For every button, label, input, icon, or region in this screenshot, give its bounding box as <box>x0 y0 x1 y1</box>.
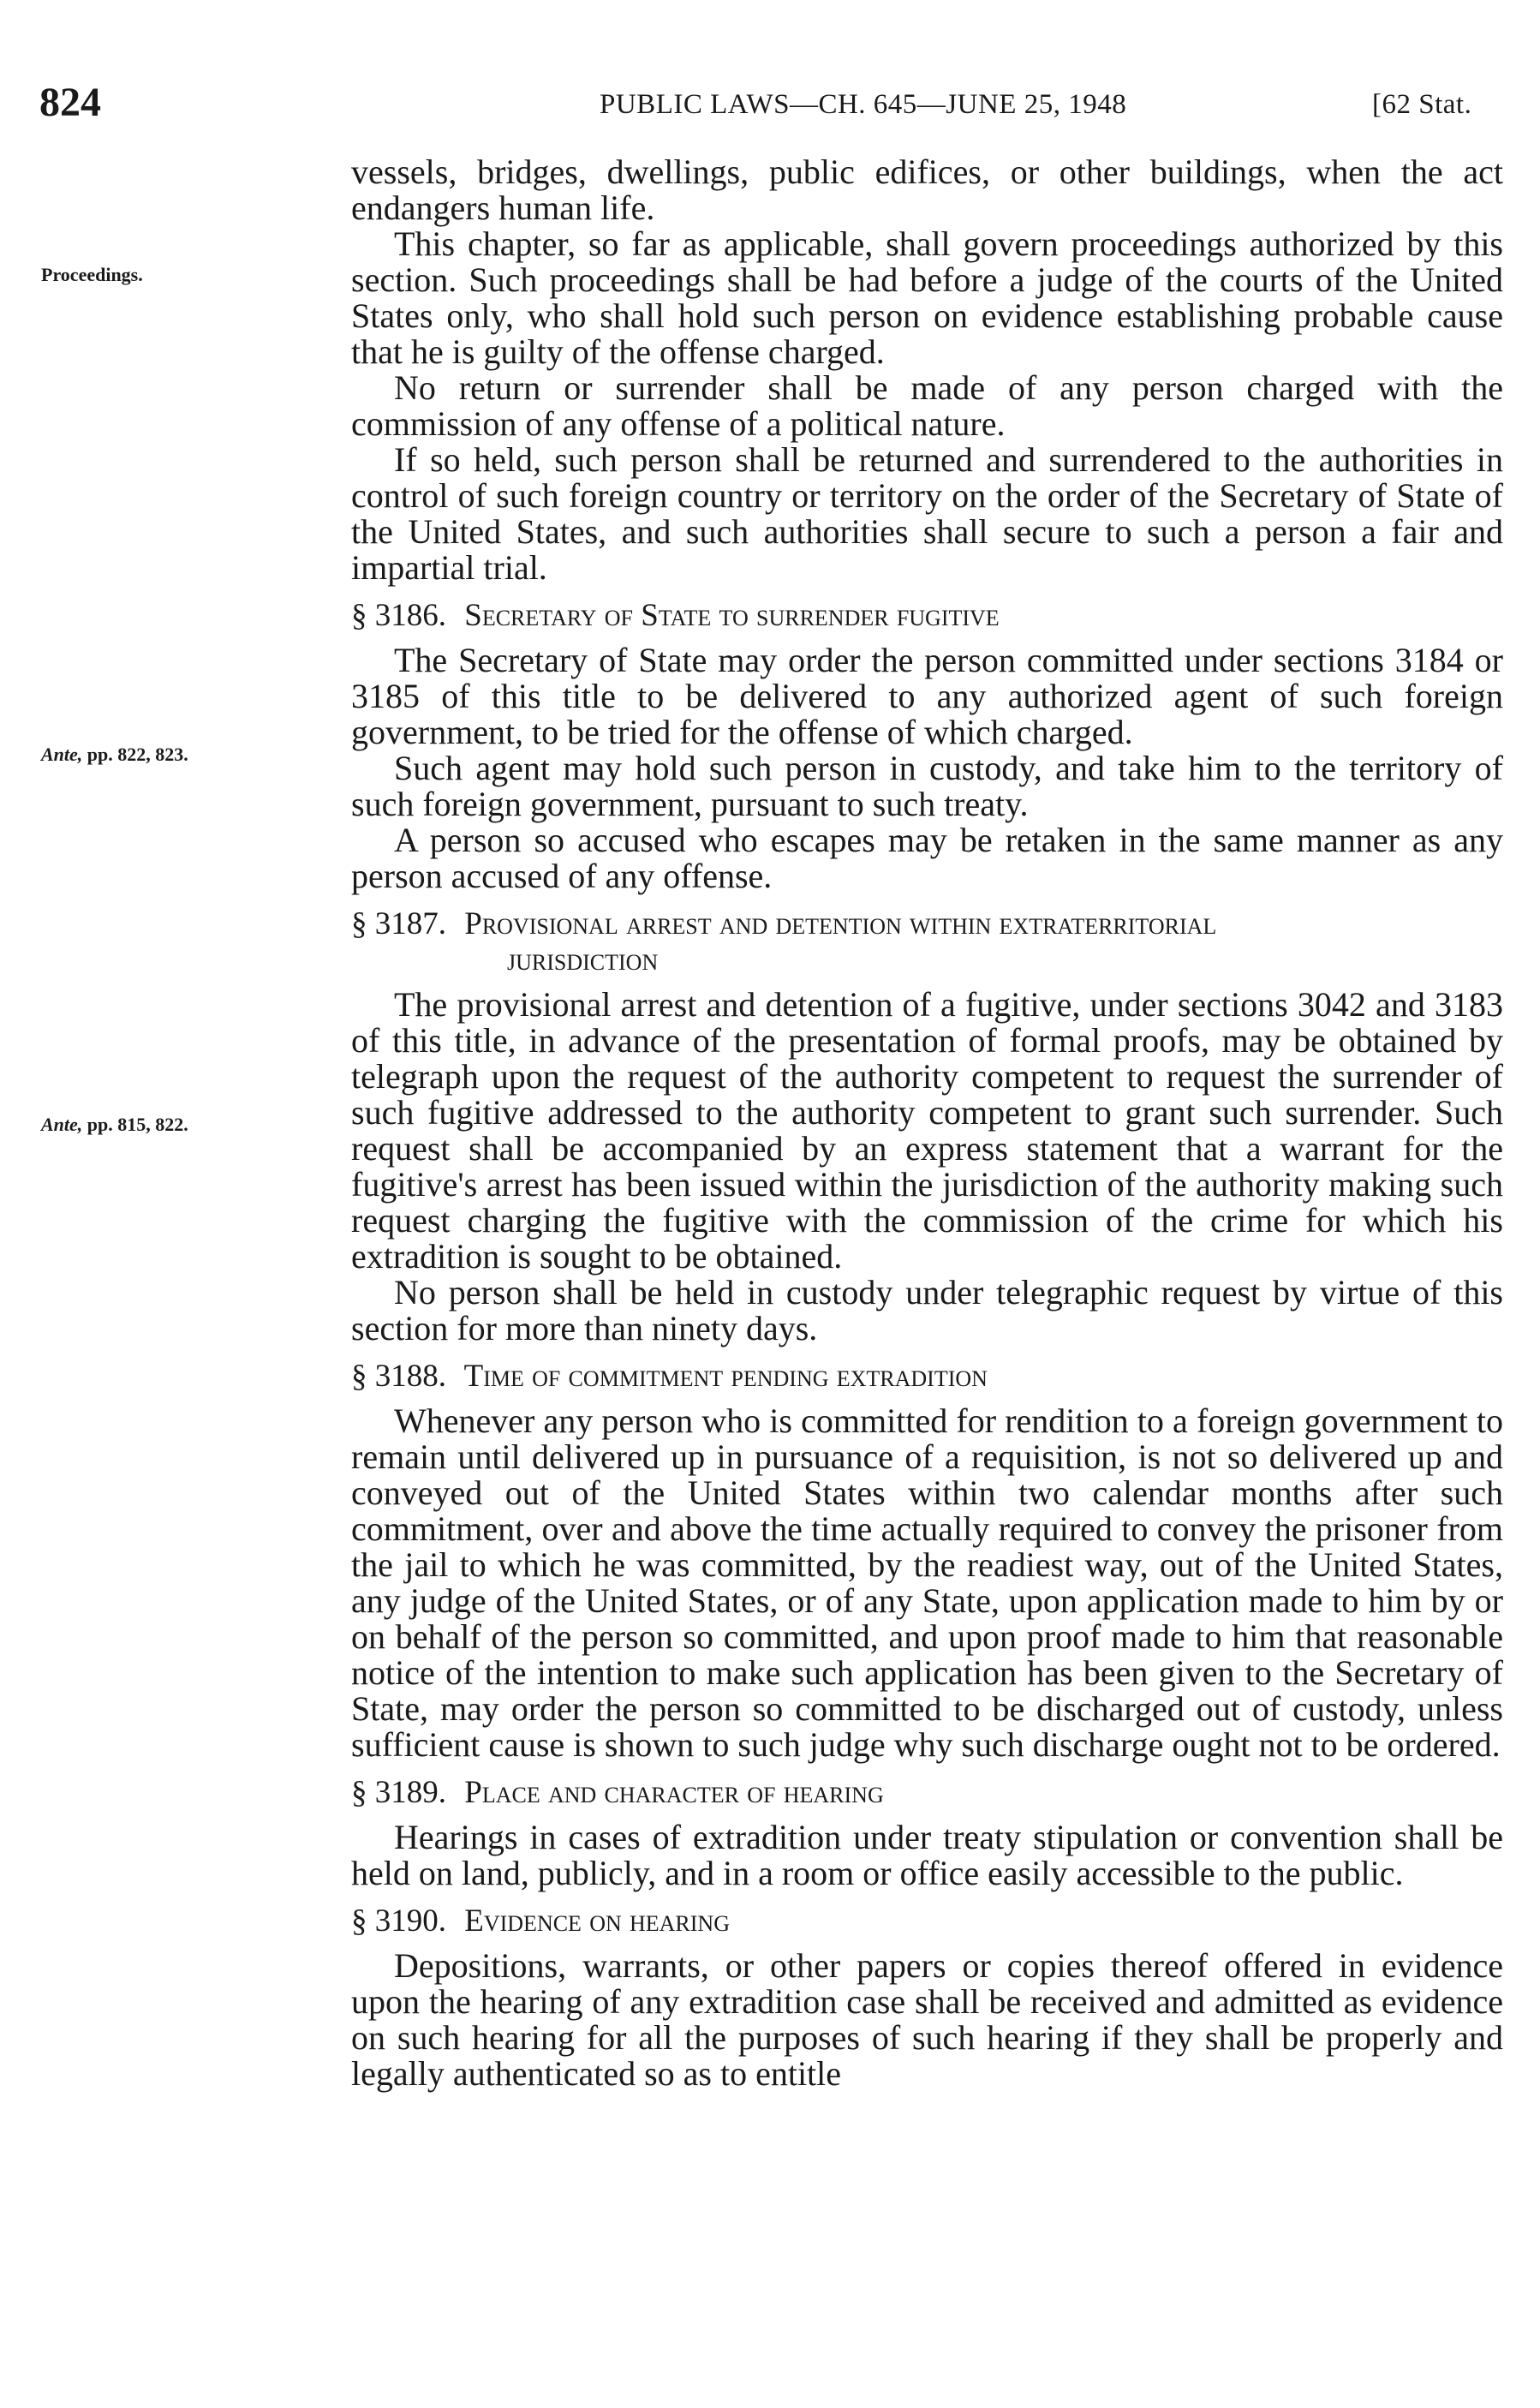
section-title-continued: jurisdiction <box>507 942 659 977</box>
page-header <box>0 79 1540 130</box>
section-number: § 3187. <box>351 906 446 941</box>
paragraph: A person so accused who escapes may be retaken in the same manner as any person accused of any offense. <box>351 821 1503 895</box>
paragraph: The provisional arrest and detention of a fugitive, under sections 3042 and 3183 of this title, in advance of the presentation of formal proofs, may be obtained by telegraph upon the request of the authority competent to request the surrender of such fugitive addressed to the authority competent to grant such surrender. Such request shall be accompanied by an express statement that a warrant for the fugitive's arrest has been issued within the jurisdiction of the authority making such request charging the fugitive with the commission of the crime for which his extradition is sought to be obtained. <box>351 985 1503 1276</box>
paragraph: If so held, such person shall be returned and surrendered to the authorities in control of such foreign country or territory on the order of the Secretary of State of the United States, and such authorities shall secure to such a person a fair and impartial trial. <box>351 440 1503 587</box>
section-heading-3189 <box>351 1775 1503 1811</box>
margin-note-pages: pp. 815, 822. <box>87 1114 188 1135</box>
section-title: Place and character of hearing <box>464 1775 884 1810</box>
section-heading-3186 <box>351 598 1503 634</box>
section-number: § 3190. <box>351 1903 446 1939</box>
statute-reference: [62 Stat. <box>1372 89 1472 120</box>
paragraph: vessels, bridges, dwellings, public edifices, or other buildings, when the act endangers human life. <box>351 152 1503 227</box>
section-heading-3188 <box>351 1359 1503 1395</box>
paragraph: No person shall be held in custody under telegraphic request by virtue of this section for more than ninety days. <box>351 1273 1503 1347</box>
margin-note-proceedings <box>41 264 143 286</box>
paragraph: No return or surrender shall be made of any person charged with the commission of any offense of a political nature. <box>351 368 1503 443</box>
section-title: Time of commitment pending extradition <box>463 1359 988 1394</box>
paragraph: Depositions, warrants, or other papers or copies thereof offered in evidence upon the hearing of any extradition case shall be received and admitted as evidence on such hearing for all the purposes of such hearing if they shall be properly and legally authenticated so as to entitle <box>351 1946 1503 2093</box>
section-number: § 3188. <box>351 1359 446 1394</box>
margin-note-text: Proceedings. <box>41 264 143 285</box>
section-heading-3187 <box>351 906 1503 978</box>
margin-note-ante-1 <box>41 744 188 766</box>
margin-note-ante-label: Ante, <box>41 744 83 765</box>
margin-note-pages: pp. 822, 823. <box>87 744 188 765</box>
section-number: § 3186. <box>351 598 446 633</box>
section-heading-3190 <box>351 1903 1503 1939</box>
paragraph: Hearings in cases of extradition under treaty stipulation or convention shall be held on land, publicly, and in a room or office easily accessible to the public. <box>351 1818 1503 1892</box>
section-number: § 3189. <box>351 1775 446 1810</box>
body-text <box>351 154 1503 2092</box>
section-title: Secretary of State to surrender fugitive <box>464 598 1000 633</box>
running-head: PUBLIC LAWS—CH. 645—JUNE 25, 1948 <box>600 89 1127 120</box>
margin-note-ante-label: Ante, <box>41 1114 83 1135</box>
paragraph: This chapter, so far as applicable, shall govern proceedings authorized by this section. Such proceedings shall be had before a judge of the courts of the United States only, who shall hold such person on evidence establishing probable cause that he is guilty of the offense charged. <box>351 224 1503 371</box>
paragraph: Whenever any person who is committed for rendition to a foreign government to remain until delivered up in pursuance of a requisition, is not so delivered up and conveyed out of the United States within two calendar months after such commitment, over and above the time actually required to convey the prisoner from the jail to which he was committed, by the readiest way, out of the United States, any judge of the United States, or of any State, upon application made to him by or on behalf of the person so committed, and upon proof made to him that reasonable notice of the intention to make such application has been given to the Secretary of State, may order the person so committed to be discharged out of custody, unless sufficient cause is shown to such judge why such discharge ought not to be ordered. <box>351 1401 1503 1764</box>
section-title: Provisional arrest and detention within extraterritorial <box>464 906 1217 941</box>
paragraph: The Secretary of State may order the person committed under sections 3184 or 3185 of this title to be delivered to any authorized agent of such foreign government, to be tried for the offense of which charged. <box>351 641 1503 751</box>
margin-note-ante-2 <box>41 1114 188 1136</box>
section-title: Evidence on hearing <box>464 1903 730 1939</box>
paragraph: Such agent may hold such person in custody, and take him to the territory of such foreign government, pursuant to such treaty. <box>351 749 1503 823</box>
page-number: 824 <box>39 80 101 125</box>
